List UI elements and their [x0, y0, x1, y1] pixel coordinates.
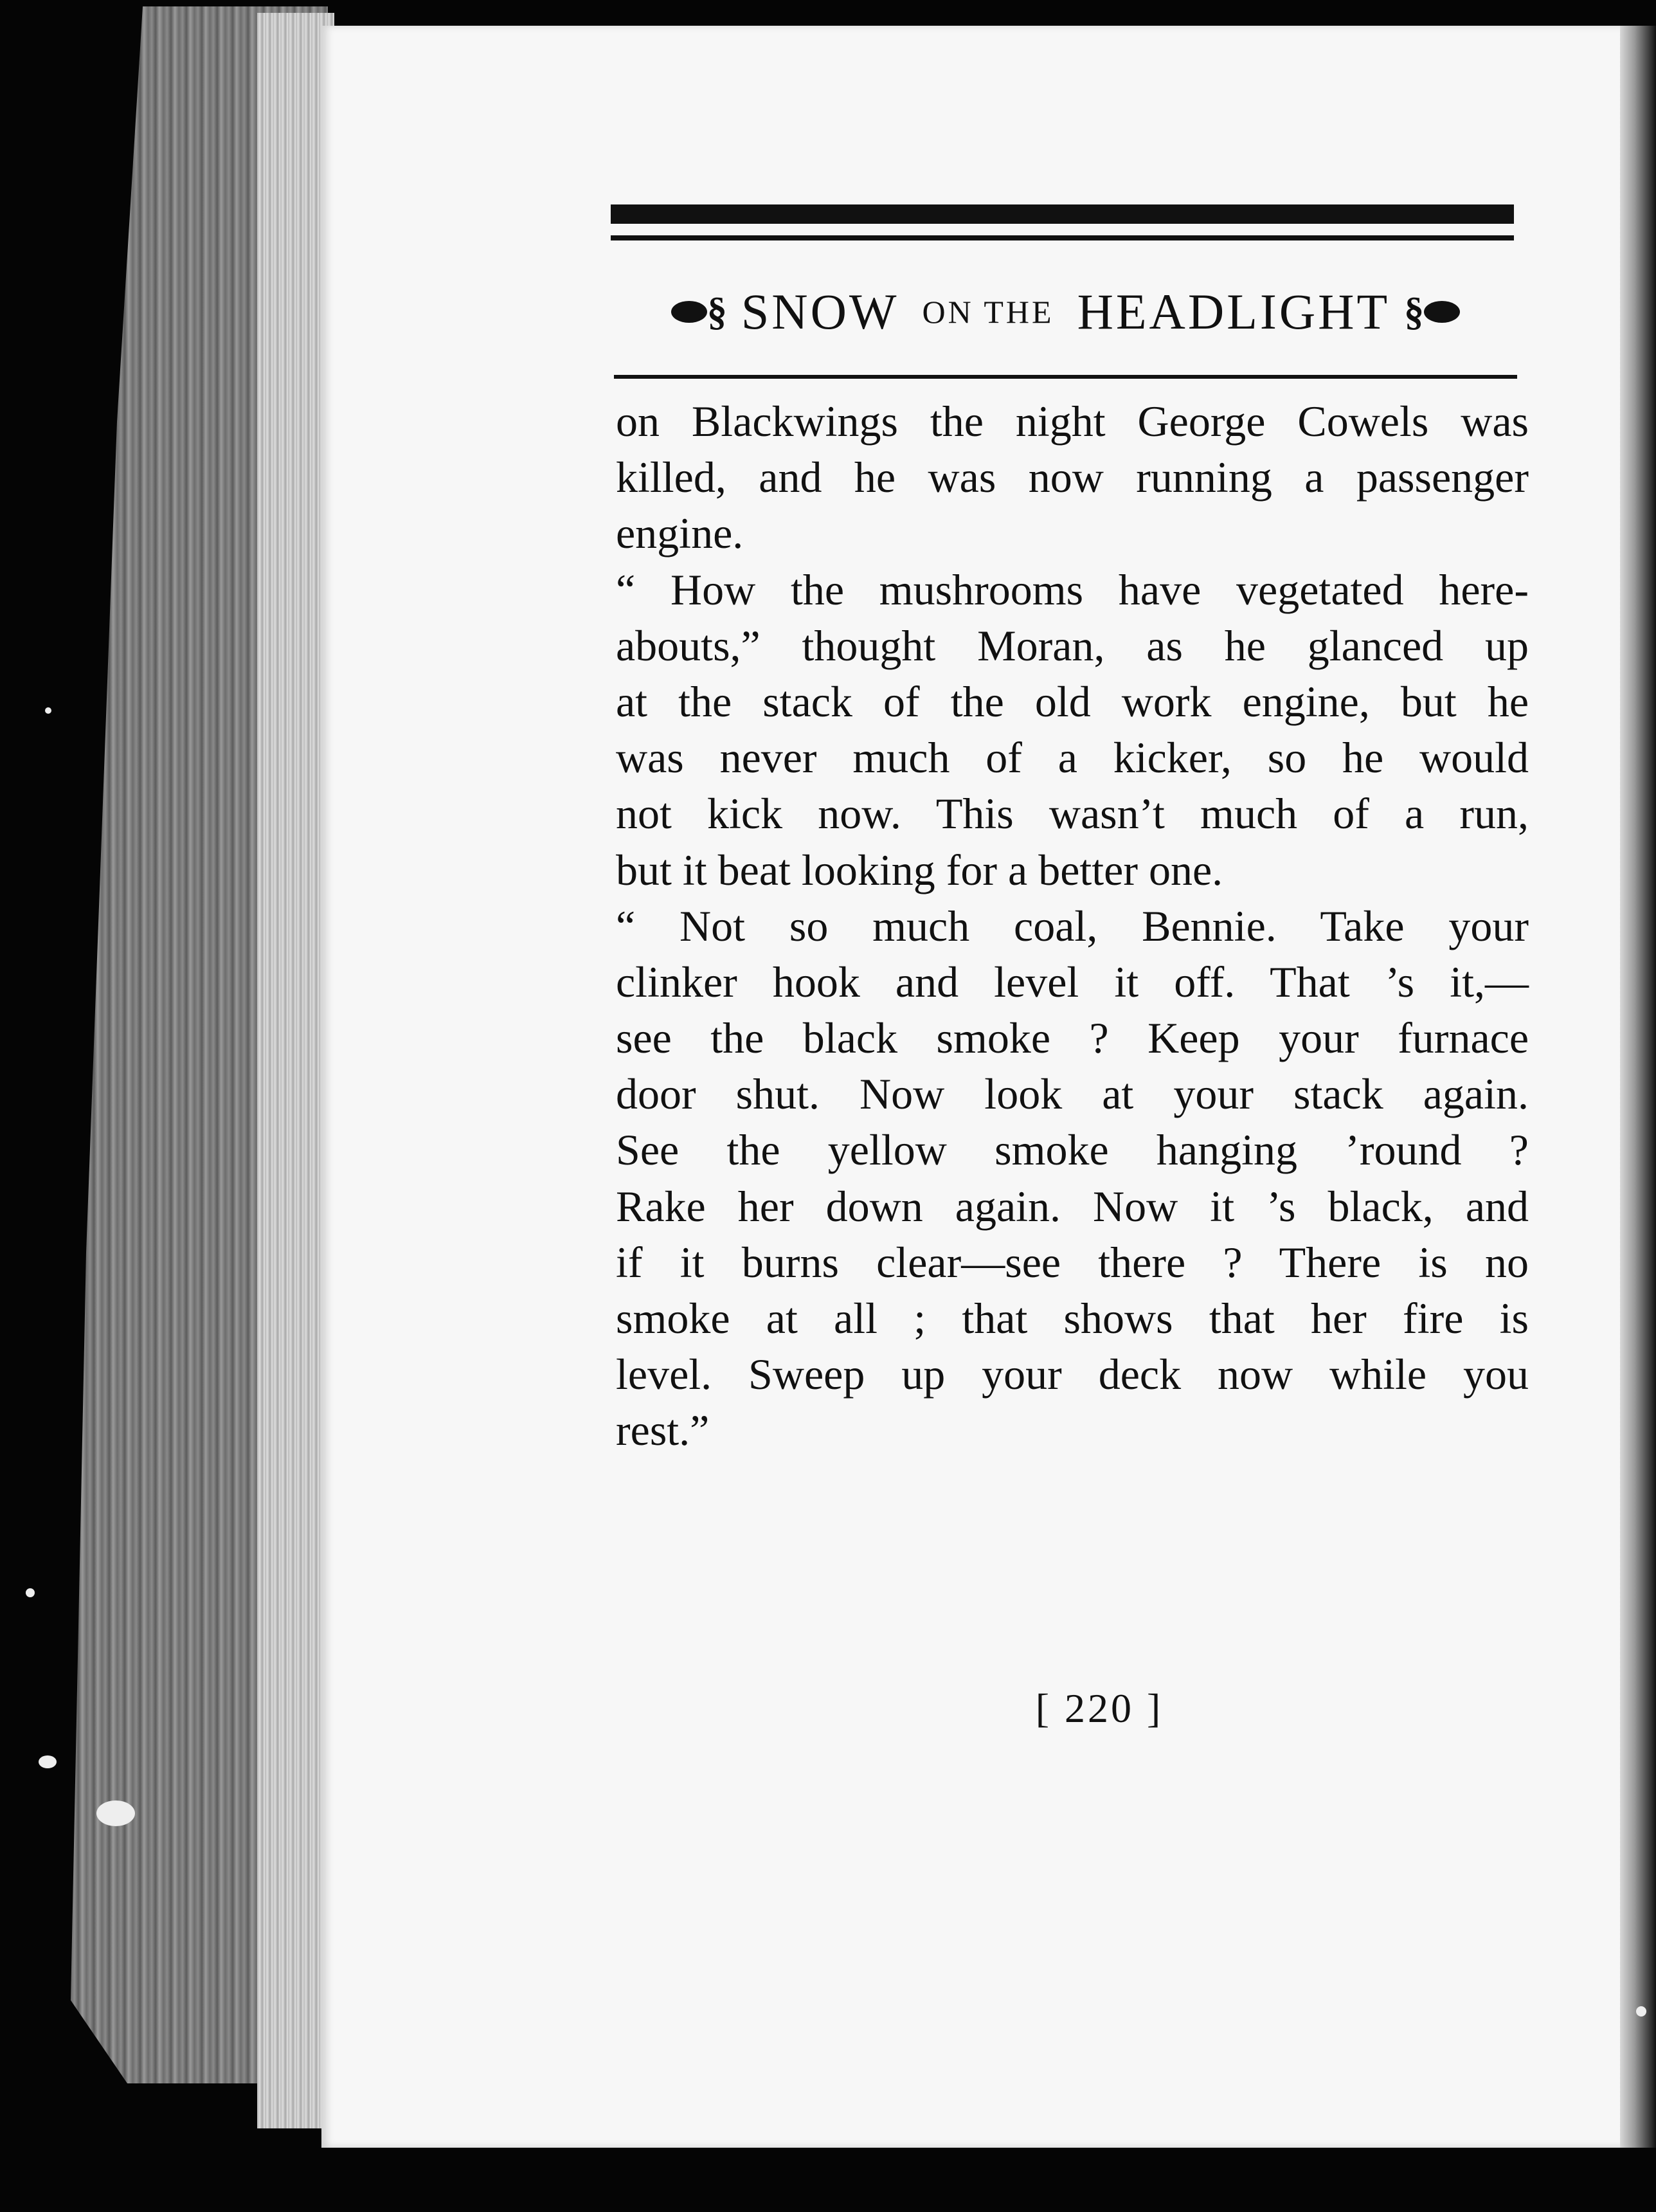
scanner-speck: [39, 1755, 57, 1768]
text-line: level. Sweep up your deck now while you: [616, 1350, 1529, 1399]
right-ornament: [1404, 292, 1460, 332]
text-line: but it beat looking for a better one.: [616, 845, 1223, 894]
text-line: if it burns clear—see there ? There is no: [616, 1237, 1529, 1287]
text-line: was never much of a kicker, so he would: [616, 733, 1529, 783]
text-line: smoke at all ; that shows that her fire is: [616, 1294, 1529, 1343]
running-head-word-1: SNOW: [741, 284, 899, 340]
text-line: abouts,” thought Moran, as he glanced up: [616, 621, 1529, 670]
scanner-speck: [45, 707, 51, 714]
text-line: see the black smoke ? Keep your furnace: [616, 1013, 1529, 1063]
text-line: See the yellow smoke hanging ’round ?: [616, 1125, 1529, 1175]
text-line: clinker hook and level it off. That ’s it,—: [616, 957, 1529, 1006]
running-head-word-3: HEADLIGHT: [1077, 284, 1390, 340]
ornament-blob-icon: [1424, 301, 1460, 323]
running-head: [614, 276, 1517, 347]
scanner-speck: [96, 1800, 135, 1826]
text-line: “ How the mushrooms have vegetated here-: [616, 565, 1529, 614]
text-line: “ Not so much coal, Bennie. Take your: [616, 901, 1529, 950]
text-line: Rake her down again. Now it ’s black, and: [616, 1181, 1529, 1231]
header-rule: [614, 375, 1517, 379]
scanner-speck: [1636, 2006, 1646, 2017]
text-line: engine.: [616, 509, 744, 558]
text-line: door shut. Now look at your stack again.: [616, 1069, 1529, 1119]
scanner-speck: [26, 1588, 35, 1597]
ornament-blob-icon: [671, 301, 707, 323]
top-rule-thin: [611, 235, 1514, 240]
left-ornament: [671, 292, 727, 332]
running-head-word-2: ON THE: [922, 294, 1054, 330]
text-line: rest.”: [616, 1406, 710, 1455]
text-line: killed, and he was now running a passenger: [616, 453, 1529, 502]
right-ornament-flourish-icon: §: [1404, 290, 1425, 334]
text-line: not kick now. This wasn’t much of a run,: [616, 789, 1529, 839]
page-number: [ 220 ]: [1035, 1685, 1164, 1731]
body-text: [616, 394, 1529, 1459]
page-right-edge: [1620, 26, 1656, 2148]
text-line: on Blackwings the night George Cowels was: [616, 397, 1529, 446]
text-line: at the stack of the old work engine, but he: [616, 676, 1529, 726]
left-ornament-flourish-icon: §: [706, 290, 727, 334]
top-rule-thick: [611, 204, 1514, 224]
